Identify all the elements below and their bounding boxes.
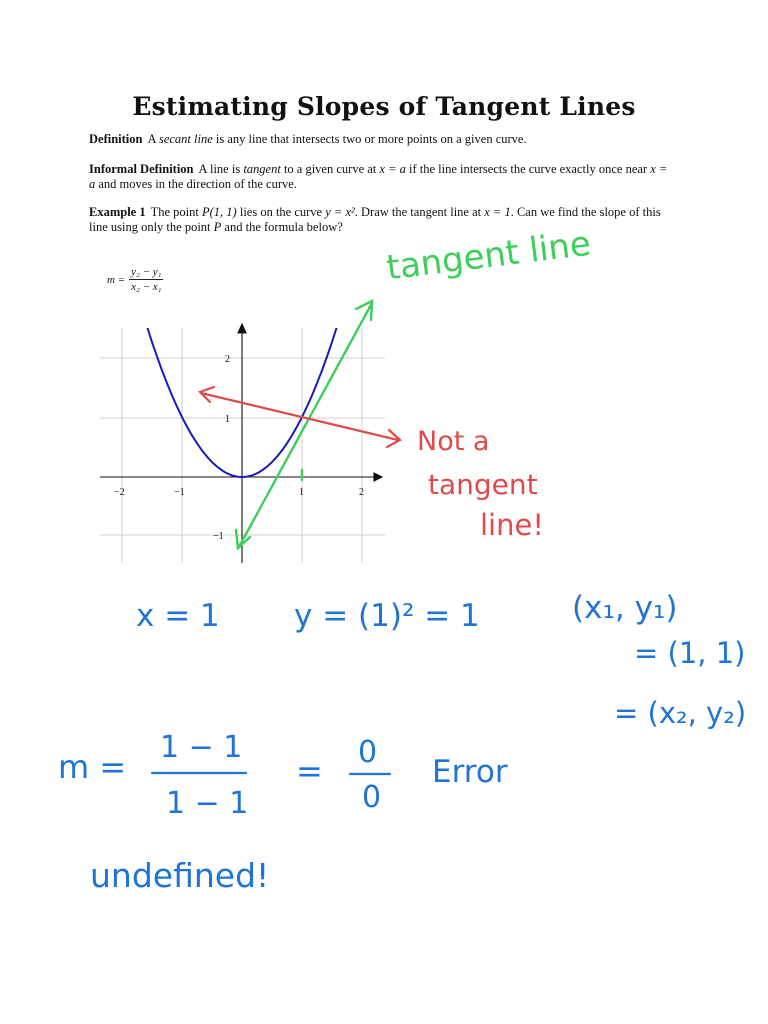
work-m-lhs: m = — [58, 748, 127, 786]
work-m-numerator: 1 − 1 — [160, 730, 243, 765]
definition-text-end: is any line that intersects two or more points on a given curve. — [212, 132, 527, 146]
definition-text: A — [147, 132, 159, 146]
x-tick-neg2: −2 — [114, 487, 125, 498]
example-label: Example 1 — [89, 205, 146, 219]
formula-numerator: y₂ − y₁ — [131, 266, 162, 278]
example-text-2: lies on the curve — [236, 205, 326, 219]
example-text-1: The point — [150, 205, 202, 219]
work-m-equals: = — [296, 752, 323, 790]
informal-text-4: and moves in the direction of the curve. — [95, 177, 297, 191]
y-tick-1: 1 — [225, 414, 230, 425]
example-p: P — [213, 220, 222, 234]
informal-definition-label: Informal Definition — [89, 162, 194, 176]
page-title: Estimating Slopes of Tangent Lines — [132, 92, 636, 121]
y-tick-2: 2 — [225, 354, 230, 365]
slope-fraction-bar — [152, 773, 390, 774]
work-y-equals: y = (1)² = 1 — [294, 598, 480, 634]
not-tangent-label-line2: tangent — [428, 468, 538, 501]
definition-term: secant line — [158, 132, 213, 146]
example-curve: y = x² — [325, 205, 355, 219]
informal-text-3: if the line intersects the curve exactly once near — [405, 162, 651, 176]
work-zero-denominator: 0 — [362, 780, 382, 815]
work-point-1: (x₁, y₁) — [572, 590, 678, 626]
secant-line — [201, 393, 398, 440]
work-undefined: undefined! — [90, 856, 270, 895]
example-text-4: . Can we find the slope of this line using only the point — [89, 205, 661, 234]
tick-labels — [114, 354, 364, 542]
example-text-3: . Draw the tangent line at — [354, 205, 485, 219]
work-point-3: = (x₂, y₂) — [614, 696, 747, 730]
definition-label: Definition — [89, 132, 143, 146]
x-tick-neg1: −1 — [174, 487, 185, 498]
work-m-denominator: 1 − 1 — [166, 786, 249, 821]
informal-text-1: A line is — [198, 162, 244, 176]
work-zero-numerator: 0 — [358, 735, 378, 770]
x-tick-1: 1 — [299, 487, 304, 498]
not-tangent-label-line3: line! — [480, 508, 544, 542]
tangent-line-drawing — [236, 301, 372, 548]
y-tick-neg1: −1 — [213, 531, 224, 542]
tangent-line — [240, 303, 372, 545]
formula-lhs: m = — [107, 273, 126, 286]
tangent-line-label: tangent line — [384, 223, 593, 289]
work-error: Error — [432, 754, 508, 790]
work-point-2: = (1, 1) — [634, 636, 746, 670]
x-axis-arrow — [374, 473, 382, 481]
informal-math-a: x = a — [379, 162, 406, 176]
example-point: P(1, 1) — [202, 205, 237, 219]
informal-math-b: x = a — [89, 162, 668, 191]
x-tick-2: 2 — [359, 487, 364, 498]
y-axis-arrow — [238, 324, 246, 333]
informal-term: tangent — [243, 162, 281, 176]
informal-text-2: to a given curve at — [280, 162, 380, 176]
not-tangent-label-line1: Not a — [417, 426, 490, 457]
work-x-equals: x = 1 — [136, 598, 220, 634]
example-x-eq: x = 1 — [484, 205, 511, 219]
secant-line-drawing — [200, 387, 400, 447]
formula-denominator: x₂ − x₁ — [131, 281, 162, 293]
example-text-5: and the formula below? — [221, 220, 343, 234]
